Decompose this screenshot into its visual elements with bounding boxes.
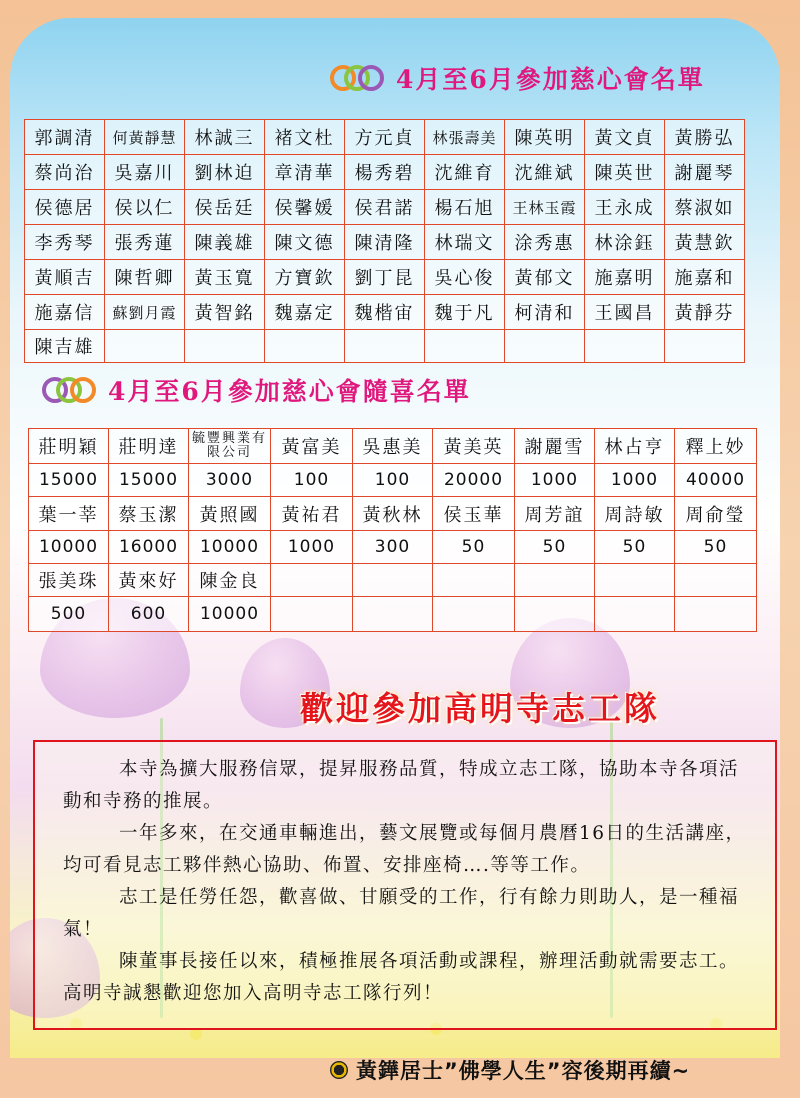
- table-row: [25, 295, 745, 330]
- table-cell: 50: [675, 531, 757, 564]
- volunteer-paragraph-3: 志工是任勞任怨，歡喜做、甘願受的工作，行有餘力則助人，是一種福氣！: [63, 887, 740, 940]
- table-cell: 方寶欽: [265, 260, 345, 295]
- list1-table: [24, 119, 745, 363]
- table-row: [25, 225, 745, 260]
- table-row: [25, 155, 745, 190]
- table-cell: 林誠三: [185, 120, 265, 155]
- table-cell: 陳吉雄: [25, 330, 105, 363]
- table-row: [29, 497, 757, 531]
- table-cell: 10000: [29, 531, 109, 564]
- list2-table: [28, 428, 757, 632]
- table-cell: 周詩敏: [595, 497, 675, 531]
- table-cell: 16000: [109, 531, 189, 564]
- table-cell: 黃靜芬: [665, 295, 745, 330]
- table-cell: 蔡淑如: [665, 190, 745, 225]
- footer: [330, 1055, 690, 1085]
- table-cell: [505, 330, 585, 363]
- table-cell: 1000: [515, 464, 595, 497]
- table-cell: 王永成: [585, 190, 665, 225]
- table-cell: 周俞瑩: [675, 497, 757, 531]
- table-cell: 黃來好: [109, 564, 189, 597]
- table-cell: 周芳誼: [515, 497, 595, 531]
- table-cell: 褚文杜: [265, 120, 345, 155]
- table-cell: 15000: [29, 464, 109, 497]
- table-cell: [271, 564, 353, 597]
- table-cell: 500: [29, 597, 109, 632]
- table-cell: 侯玉華: [433, 497, 515, 531]
- table-cell: 林張壽美: [425, 120, 505, 155]
- table-cell: 王林玉霞: [505, 190, 585, 225]
- volunteer-paragraph-4: 陳董事長接任以來，積極推展各項活動或課程，辦理活動就需要志工。高明寺誠懇歡迎您加入高明寺志工隊行列！: [63, 951, 740, 1004]
- table-cell: 侯岳廷: [185, 190, 265, 225]
- volunteer-title: 歡迎參加高明寺志工隊: [300, 689, 660, 728]
- table-cell: 張美珠: [29, 564, 109, 597]
- table-cell: 黃照國: [189, 497, 271, 531]
- table-cell: 施嘉信: [25, 295, 105, 330]
- table-cell: 劉林迫: [185, 155, 265, 190]
- sun-icon: [330, 1061, 348, 1079]
- table-cell: [353, 564, 433, 597]
- table-row: [29, 429, 757, 464]
- rings-icon: [330, 63, 386, 93]
- table-cell: [353, 597, 433, 632]
- table-cell: 黃富美: [271, 429, 353, 464]
- table-cell: 沈維斌: [505, 155, 585, 190]
- table-cell: 毓豐興業有限公司: [189, 429, 271, 464]
- table-cell: 林涂鈺: [585, 225, 665, 260]
- table-row: [29, 531, 757, 564]
- table-cell: 吳惠美: [353, 429, 433, 464]
- table-cell: [271, 597, 353, 632]
- table-cell: 50: [433, 531, 515, 564]
- table-cell: 侯馨媛: [265, 190, 345, 225]
- table-cell: 黃文貞: [585, 120, 665, 155]
- table-cell: 1000: [271, 531, 353, 564]
- table-cell: [265, 330, 345, 363]
- list2-title: [42, 372, 471, 408]
- table-cell: [185, 330, 265, 363]
- table-cell: 張秀蓮: [105, 225, 185, 260]
- table-cell: 魏于凡: [425, 295, 505, 330]
- table-cell: 李秀琴: [25, 225, 105, 260]
- list1-title-text: 4月至6月參加慈心會名單: [396, 65, 705, 94]
- footer-text: 黃鏵居士”佛學人生”容後期再續~: [356, 1059, 691, 1083]
- table-row: [25, 120, 745, 155]
- table-cell: 40000: [675, 464, 757, 497]
- table-cell: 黃智銘: [185, 295, 265, 330]
- table-cell: [585, 330, 665, 363]
- table-cell: 600: [109, 597, 189, 632]
- table-cell: [595, 564, 675, 597]
- table-cell: 陳英世: [585, 155, 665, 190]
- table-cell: 陳義雄: [185, 225, 265, 260]
- table-row: [25, 190, 745, 225]
- table-cell: 吳嘉川: [105, 155, 185, 190]
- table-cell: [675, 597, 757, 632]
- table-cell: 魏嘉定: [265, 295, 345, 330]
- table-cell: 50: [515, 531, 595, 564]
- volunteer-paragraph-1: 本寺為擴大服務信眾，提昇服務品質，特成立志工隊，協助本寺各項活動和寺務的推展。: [63, 759, 740, 812]
- table-cell: 沈維育: [425, 155, 505, 190]
- list1-title: [330, 60, 705, 96]
- table-cell: 林占亨: [595, 429, 675, 464]
- table-cell: 方元貞: [345, 120, 425, 155]
- table-cell: 魏楷宙: [345, 295, 425, 330]
- table-cell: 陳哲卿: [105, 260, 185, 295]
- table-cell: 1000: [595, 464, 675, 497]
- table-cell: 莊明達: [109, 429, 189, 464]
- table-cell: 劉丁昆: [345, 260, 425, 295]
- table-cell: 施嘉和: [665, 260, 745, 295]
- table-cell: 蔡尚治: [25, 155, 105, 190]
- table-cell: 施嘉明: [585, 260, 665, 295]
- table-cell: 謝麗雪: [515, 429, 595, 464]
- table-cell: [433, 564, 515, 597]
- table-cell: 10000: [189, 531, 271, 564]
- table-cell: 陳英明: [505, 120, 585, 155]
- table-cell: 20000: [433, 464, 515, 497]
- table-row: [29, 564, 757, 597]
- table-cell: 黃勝弘: [665, 120, 745, 155]
- table-cell: [595, 597, 675, 632]
- table-cell: 黃郁文: [505, 260, 585, 295]
- table-cell: 吳心俊: [425, 260, 505, 295]
- table-cell: 王國昌: [585, 295, 665, 330]
- table-cell: 蔡玉潔: [109, 497, 189, 531]
- table-cell: 莊明穎: [29, 429, 109, 464]
- table-cell: 葉一莘: [29, 497, 109, 531]
- table-cell: 郭調清: [25, 120, 105, 155]
- volunteer-paragraph-2: 一年多來，在交通車輛進出，藝文展覽或每個月農曆16日的生活講座，均可看見志工夥伴熱心協助、佈置、安排座椅….等等工作。: [63, 823, 746, 876]
- table-cell: 章清華: [265, 155, 345, 190]
- table-cell: 何黃靜慧: [105, 120, 185, 155]
- table-cell: 15000: [109, 464, 189, 497]
- table-cell: [345, 330, 425, 363]
- table-cell: 侯以仁: [105, 190, 185, 225]
- table-cell: 100: [353, 464, 433, 497]
- table-cell: 黃秋林: [353, 497, 433, 531]
- table-cell: 50: [595, 531, 675, 564]
- table-cell: 黃順吉: [25, 260, 105, 295]
- table-cell: 涂秀惠: [505, 225, 585, 260]
- table-cell: 侯德居: [25, 190, 105, 225]
- list2-title-text: 4月至6月參加慈心會隨喜名單: [108, 377, 471, 406]
- rings-icon: [42, 375, 98, 405]
- table-cell: [675, 564, 757, 597]
- table-cell: 陳清隆: [345, 225, 425, 260]
- table-cell: 蘇劉月霞: [105, 295, 185, 330]
- table-cell: [433, 597, 515, 632]
- table-row: [29, 464, 757, 497]
- table-cell: 300: [353, 531, 433, 564]
- table-cell: 楊石旭: [425, 190, 505, 225]
- table-cell: 100: [271, 464, 353, 497]
- table-cell: [515, 564, 595, 597]
- table-cell: [665, 330, 745, 363]
- table-cell: 陳文德: [265, 225, 345, 260]
- table-cell: [425, 330, 505, 363]
- table-cell: 黃玉寬: [185, 260, 265, 295]
- table-row: [25, 330, 745, 363]
- table-cell: [515, 597, 595, 632]
- table-cell: 黃慧欽: [665, 225, 745, 260]
- table-cell: 3000: [189, 464, 271, 497]
- volunteer-box: [33, 740, 777, 1030]
- table-cell: 林瑞文: [425, 225, 505, 260]
- table-cell: 黃美英: [433, 429, 515, 464]
- table-cell: 謝麗琴: [665, 155, 745, 190]
- table-row: [25, 260, 745, 295]
- table-cell: 侯君諾: [345, 190, 425, 225]
- table-cell: 柯清和: [505, 295, 585, 330]
- table-cell: 楊秀碧: [345, 155, 425, 190]
- table-row: [29, 597, 757, 632]
- table-cell: 釋上妙: [675, 429, 757, 464]
- table-cell: [105, 330, 185, 363]
- table-cell: 黃祐君: [271, 497, 353, 531]
- table-cell: 10000: [189, 597, 271, 632]
- table-cell: 陳金良: [189, 564, 271, 597]
